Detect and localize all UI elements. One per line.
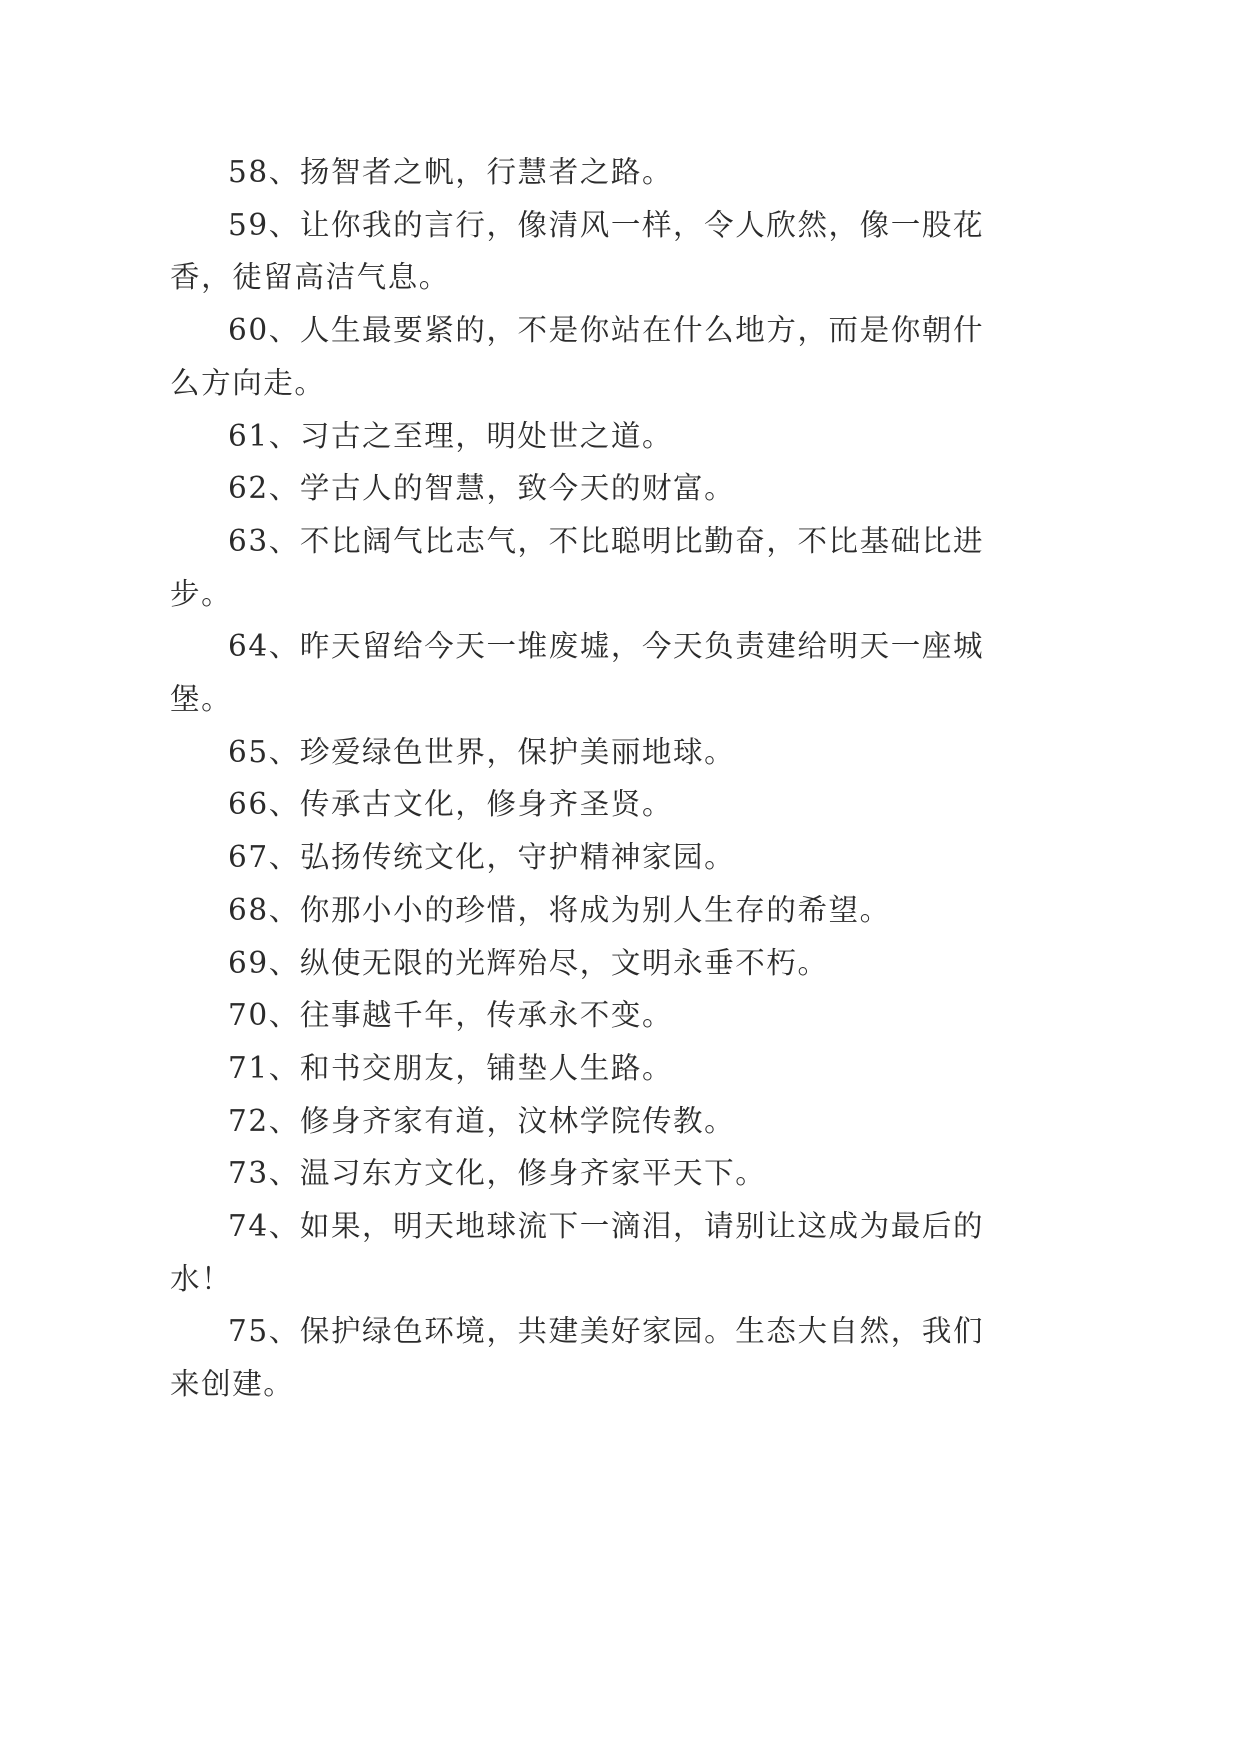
paragraph-continuation-line: 步。 (170, 576, 233, 611)
paragraph-line: 62、学古人的智慧，致今天的财富。 (228, 471, 736, 506)
paragraph-line: 58、扬智者之帆，行慧者之路。 (228, 155, 674, 189)
paragraph-line: 69、纵使无限的光辉殆尽，文明永垂不朽。 (228, 945, 829, 980)
paragraph-line: 65、珍爱绿色世界，保护美丽地球。 (228, 734, 736, 769)
paragraph-line: 59、让你我的言行，像清风一样，令人欣然，像一股花 (228, 207, 985, 242)
paragraph-line: 66、传承古文化，修身齐圣贤。 (228, 787, 674, 822)
paragraph-continuation-line: 么方向走。 (170, 365, 326, 400)
paragraph-line: 75、保护绿色环境，共建美好家园。生态大自然，我们 (228, 1314, 985, 1349)
paragraph-line: 68、你那小小的珍惜，将成为别人生存的希望。 (228, 892, 891, 927)
paragraph-continuation-line: 水！ (170, 1261, 233, 1296)
paragraph-line: 61、习古之至理，明处世之道。 (228, 418, 674, 453)
paragraph-line: 72、修身齐家有道，汶林学院传教。 (228, 1103, 736, 1138)
paragraph-continuation-line: 堡。 (170, 682, 233, 716)
paragraph-line: 60、人生最要紧的，不是你站在什么地方，而是你朝什 (228, 313, 985, 348)
paragraph-line: 73、温习东方文化，修身齐家平天下。 (228, 1156, 767, 1191)
paragraph-line: 63、不比阔气比志气，不比聪明比勤奋，不比基础比进 (228, 523, 985, 558)
paragraph-line: 71、和书交朋友，铺垫人生路。 (228, 1050, 674, 1085)
paragraph-continuation-line: 来创建。 (170, 1367, 295, 1402)
paragraph-line: 64、昨天留给今天一堆废墟，今天负责建给明天一座城 (228, 629, 985, 664)
paragraph-line: 70、往事越千年，传承永不变。 (228, 998, 674, 1033)
paragraph-line: 74、如果，明天地球流下一滴泪，请别让这成为最后的 (228, 1209, 985, 1243)
paragraph-line: 67、弘扬传统文化，守护精神家园。 (228, 840, 736, 875)
paragraph-continuation-line: 香，徒留高洁气息。 (170, 260, 450, 295)
